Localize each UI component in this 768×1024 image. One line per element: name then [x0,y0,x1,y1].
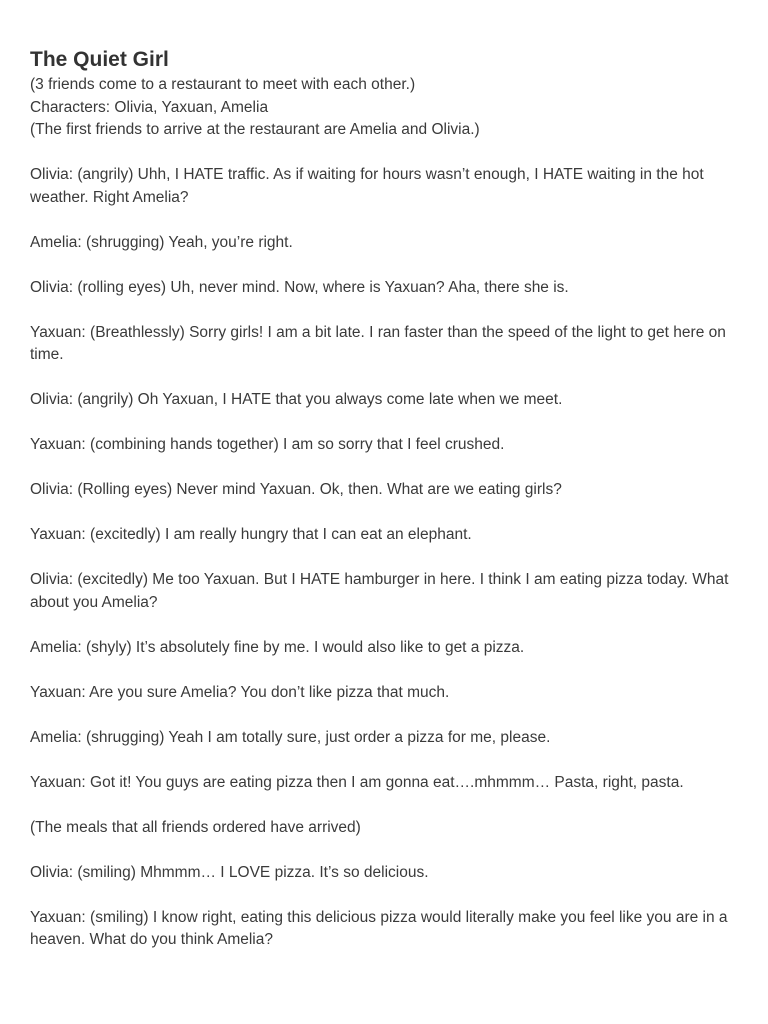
document-title: The Quiet Girl [30,48,169,71]
intro-characters: Characters: Olivia, Yaxuan, Amelia [30,98,269,116]
dialogue-line: Olivia: (smiling) Mhmmm… I LOVE pizza. It’s so delicious. [30,863,429,881]
dialogue-line: Amelia: (shyly) It’s absolutely fine by me. I would also like to get a pizza. [30,638,525,656]
intro-arrival: (The first friends to arrive at the restaurant are Amelia and Olivia.) [30,121,480,138]
dialogue-line: Amelia: (shrugging) Yeah I am totally sure, just order a pizza for me, please. [30,728,551,746]
dialogue-line: Olivia: (angrily) Oh Yaxuan, I HATE that you always come late when we meet. [30,391,563,408]
dialogue-line: Yaxuan: (Breathlessly) Sorry girls! I am a bit late. I ran faster than the speed of the light to get here on time. [30,323,726,363]
dialogue-line: Yaxuan: (smiling) I know right, eating this delicious pizza would literally make you feel like you are in a heaven. What do you think Amelia? [30,908,728,948]
stage-direction: (The meals that all friends ordered have arrived) [30,818,361,836]
dialogue-line: Yaxuan: Got it! You guys are eating pizza then I am gonna eat….mhmmm… Pasta, right, pasta. [30,773,684,791]
intro-setting: (3 friends come to a restaurant to meet with each other.) [30,76,416,93]
dialogue-line: Amelia: (shrugging) Yeah, you’re right. [30,233,293,251]
dialogue-line: Olivia: (Rolling eyes) Never mind Yaxuan. Ok, then. What are we eating girls? [30,481,562,498]
document-page [30,46,742,952]
dialogue-line: Yaxuan: Are you sure Amelia? You don’t like pizza that much. [30,683,450,701]
dialogue-line: Olivia: (rolling eyes) Uh, never mind. Now, where is Yaxuan? Aha, there she is. [30,278,569,296]
dialogue-line: Olivia: (angrily) Uhh, I HATE traffic. As if waiting for hours wasn’t enough, I HATE waiting in the hot weather. Right Amelia? [30,166,704,206]
dialogue-line: Yaxuan: (excitedly) I am really hungry that I can eat an elephant. [30,526,472,543]
dialogue-line: Yaxuan: (combining hands together) I am so sorry that I feel crushed. [30,436,505,453]
dialogue-line: Olivia: (excitedly) Me too Yaxuan. But I HATE hamburger in here. I think I am eating pizza today. What about you Amelia? [30,571,729,611]
